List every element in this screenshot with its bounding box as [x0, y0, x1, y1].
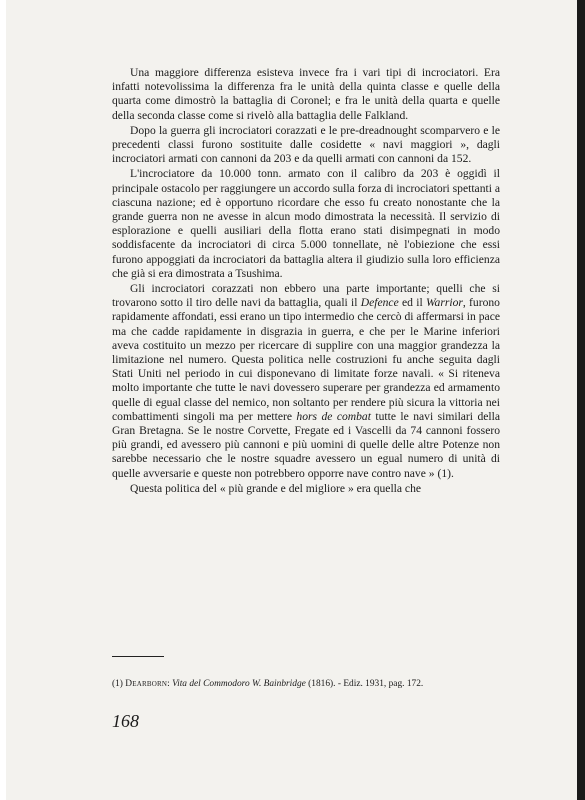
paragraph-3: L'incrociatore da 10.000 tonn. armato con il calibro da 203 è oggidì il principale ostacolo per raggiungere un accordo sulla forza di incrociatori spettanti a ciascuna nazione; ed è opportuno ricordare che esso fu creato nonostante che la grande guerra non ne avesse in alcun modo dimostrata la necessità. Il servizio di esplorazione e quelli ausiliari della flotta erano stati disimpegnati in modo soddisfacente da incrociatori di circa 5.000 tonnellate, nè l'obiezione che essi furono appoggiati da incrociatori da battaglia altera il giudizio sulla loro efficienza che già si era dimostrata a Tsushima. [112, 167, 500, 280]
footnote-author: Dearborn [125, 679, 168, 689]
footnote-marker: (1) [112, 679, 126, 689]
paragraph-4 [112, 282, 500, 481]
ship-name-warrior: Warrior [425, 296, 463, 310]
footnote-reference: (1816). - Ediz. 1931, pag. 172. [305, 679, 424, 689]
paragraph-4-part-2: ed il [398, 296, 426, 310]
paragraph-4-part-1: Gli incrociatori corazzati non ebbero una parte importante; quelli che si trovarono sotto il tiro delle navi da battaglia, quali il [112, 282, 500, 310]
paragraph-2: Dopo la guerra gli incrociatori corazzati e le pre-dreadnought scomparvero e le precedenti classi furono sostituite dalle cosidette « navi maggiori », dagli incrociatori armati con cannoni da 203 e da quelli armati con cannoni da 152. [112, 123, 500, 166]
body-text [112, 66, 500, 496]
footnote-divider [112, 656, 164, 657]
page-number: 168 [112, 711, 139, 731]
paragraph-5: Questa politica del « più grande e del migliore » era quella che [130, 481, 422, 495]
paragraph-4-part-3: , furono rapidamente affondati, essi erano un tipo intermedio che cercò di affermarsi in pace ma che cadde rapidamente in disgrazia in guerra, e che per le Marine inferiori aveva costituito un mezzo per ricercare di supplire con una maggior grandezza la limitazione nel numero. Questa politica nelle costruzioni fu anche seguita dagli Stati Uniti nel periodo in cui disponevano di limitate forze navali. « Si riteneva molto importante che tutte le navi dovessero superare per grandezza ed armamento quelle di egual classe del nemico, non soltanto per rendere più sicura la vittoria nei combattimenti singoli ma per mettere [112, 296, 500, 423]
scan-margin-left [0, 0, 6, 800]
phrase-hors-de-combat: hors de combat [296, 409, 371, 423]
footnote-separator: : [167, 679, 173, 689]
paragraph-1: Una maggiore differenza esisteva invece fra i vari tipi di incrociatori. Era infatti notevolissima la differenza fra le unità della quinta classe e quelle della quarta come dimostrò la battaglia di Coronel; e fra le unità della quarta e quelle della seconda classe come si rivelò alla battaglia delle Falkland. [112, 66, 500, 122]
scan-margin-right [577, 0, 585, 800]
paragraph-4-part-4: tutte le navi similari della Gran Bretagna. Se le nostre Corvette, Fregate ed i Vascelli da 74 cannoni fossero più grandi, ed avessero più cannoni e più uomini di quelle delle altre Potenze non sarebbe necessario che le nostre squadre avessero un egual numero di unità di quelle avversarie e queste non potrebbero opporre nave contro nave » (1). [112, 409, 500, 480]
ship-name-defence: Defence [360, 296, 399, 310]
footnote [112, 678, 512, 690]
footnote-title: Vita del Commodoro W. Bainbridge [172, 679, 306, 689]
